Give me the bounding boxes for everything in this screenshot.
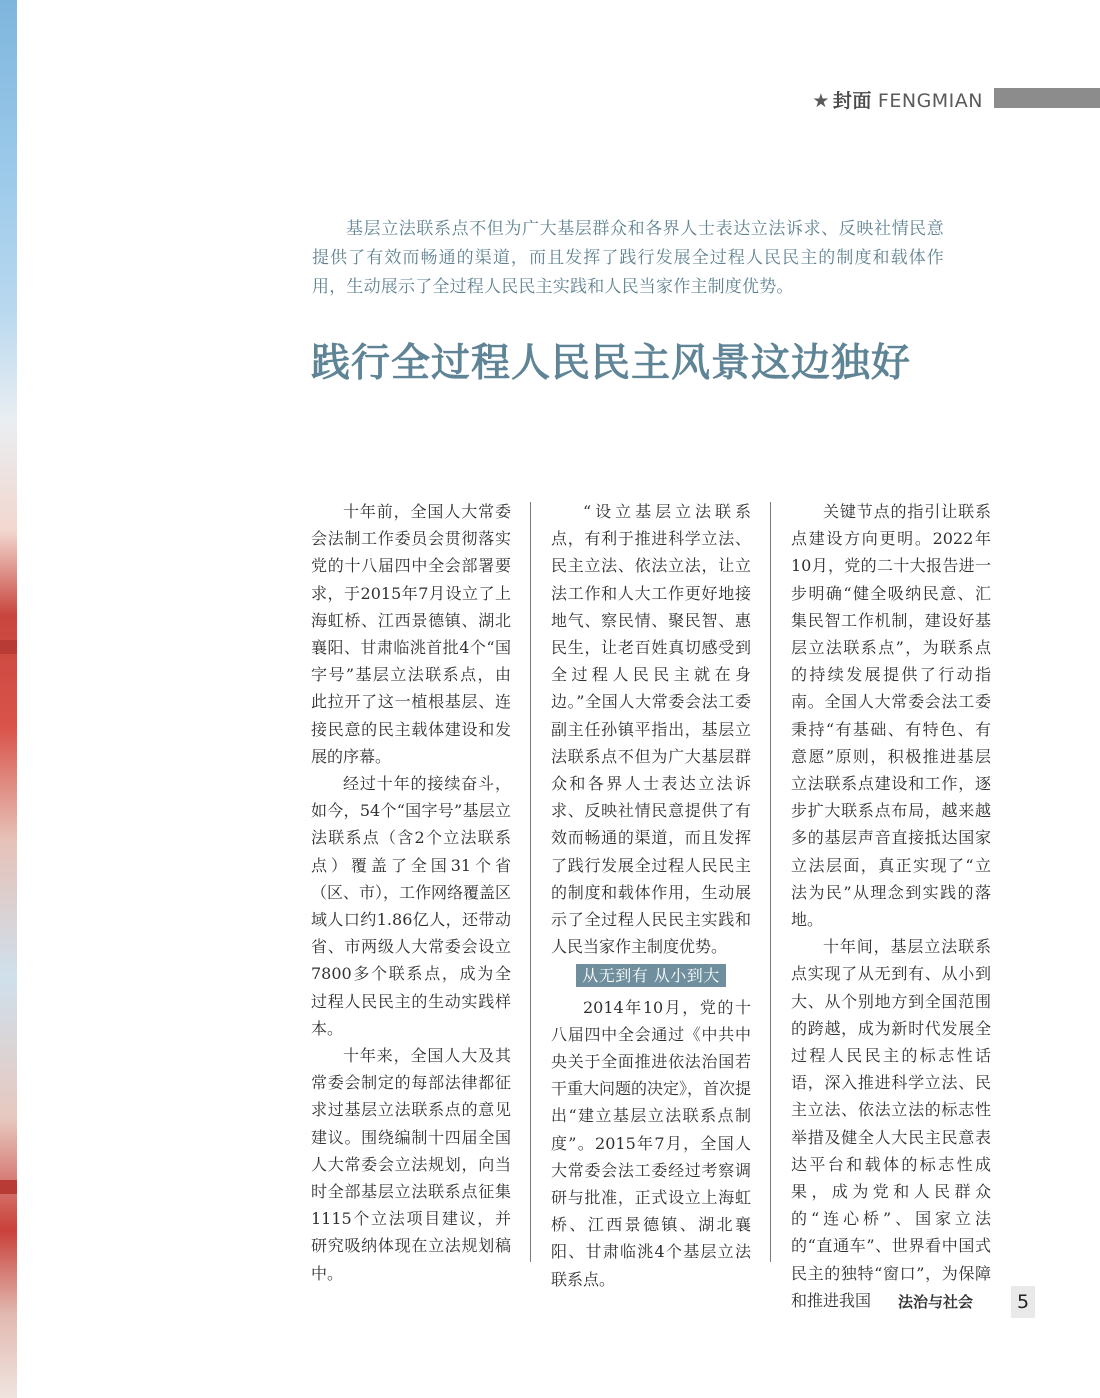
body-paragraph: “设立基层立法联系点，有利于推进科学立法、民主立法、依法立法，让立法工作和人大工作更好地接地气、察民情、聚民智、惠民生，让老百姓真切感受到全过程人民民主就在身边。”全国人大常委会法工委副主任孙镇平指出，基层立法联系点不但为广大基层群众和各界人士表达立法诉求、反映社情民意提供了有效而畅通的渠道，而且发挥了践行发展全过程人民民主的制度和载体作用，生动展示了全过程人民民主实践和人民当家作主制度优势。: [551, 502, 751, 957]
decorative-block: [0, 640, 17, 654]
section-title-cn: 封面: [832, 90, 872, 112]
section-bar: [994, 88, 1100, 108]
body-paragraph: 经过十年的接续奋斗，如今，54个“国字号”基层立法联系点（含2个立法联系点）覆盖了全国31个省（区、市），工作网络覆盖区域人口约1.86亿人，还带动省、市两级人大常委会设立7800多个联系点，成为全过程人民民主的生动实践样本。: [311, 774, 512, 1038]
background-image-edge: [0, 0, 17, 1398]
section-label: [812, 86, 983, 113]
body-paragraph: 关键节点的指引让联系点建设方向更明。2022年10月，党的二十大报告进一步明确“健全吸纳民意、汇集民智工作机制，建设好基层立法联系点”，为联系点的持续发展提供了行动指南。全国人大常委会法工委秉持“有基础、有特色、有意愿”原则，积极推进基层立法联系点建设和工作，逐步扩大联系点布局，越来越多的基层声音直接抵达国家立法层面，真正实现了“立法为民”从理念到实践的落地。: [791, 502, 991, 930]
section-title-pinyin: FENGMIAN: [877, 90, 983, 112]
body-paragraph: 十年间，基层立法联系点实现了从无到有、从小到大、从个别地方到全国范围的跨越，成为新时代发展全过程人民民主的标志性话语，深入推进科学立法、民主立法、依法立法的标志性举措及健全人大民主民意表达平台和载体的标志性成果，成为党和人民群众的“连心桥”、国家立法的“直通车”、世界看中国式民主的独特“窗口”，为保障和推进我国: [791, 937, 991, 1310]
body-paragraph: 2014年10月，党的十八届四中全会通过《中共中央关于全面推进依法治国若干重大问题的决定》，首次提出“建立基层立法联系点制度”。2015年7月，全国人大常委会法工委经过考察调研与批准，正式设立上海虹桥、江西景德镇、湖北襄阳、甘肃临洮4个基层立法联系点。: [551, 997, 752, 1289]
star-icon: ★: [812, 90, 830, 112]
article-column-1: [311, 498, 511, 1287]
article-column-3: [791, 498, 991, 1314]
article-column-2: [551, 498, 751, 1293]
column-divider: [770, 502, 771, 1262]
magazine-name: 法治与社会: [898, 1293, 974, 1311]
decorative-block: [0, 1180, 17, 1194]
section-subheading: 从无到有 从小到大: [576, 964, 726, 987]
article-headline: 践行全过程人民民主风景这边独好: [311, 341, 912, 386]
column-divider: [530, 502, 531, 1262]
lead-paragraph: 基层立法联系点不但为广大基层群众和各界人士表达立法诉求、反映社情民意提供了有效而畅通的渠道，而且发挥了践行发展全过程人民民主的制度和载体作用，生动展示了全过程人民民主实践和人民当家作主制度优势。: [312, 219, 944, 297]
page-number: 5: [1011, 1286, 1035, 1318]
body-paragraph: 十年来，全国人大及其常委会制定的每部法律都征求过基层立法联系点的意见建议。围绕编制十四届全国人大常委会立法规划，向当时全部基层立法联系点征集1115个立法项目建议，并研究吸纳体现在立法规划稿中。: [311, 1046, 511, 1283]
body-paragraph: 十年前，全国人大常委会法制工作委员会贯彻落实党的十八届四中全会部署要求，于2015年7月设立了上海虹桥、江西景德镇、湖北襄阳、甘肃临洮首批4个“国字号”基层立法联系点，由此拉开了这一植根基层、连接民意的民主载体建设和发展的序幕。: [311, 502, 511, 766]
